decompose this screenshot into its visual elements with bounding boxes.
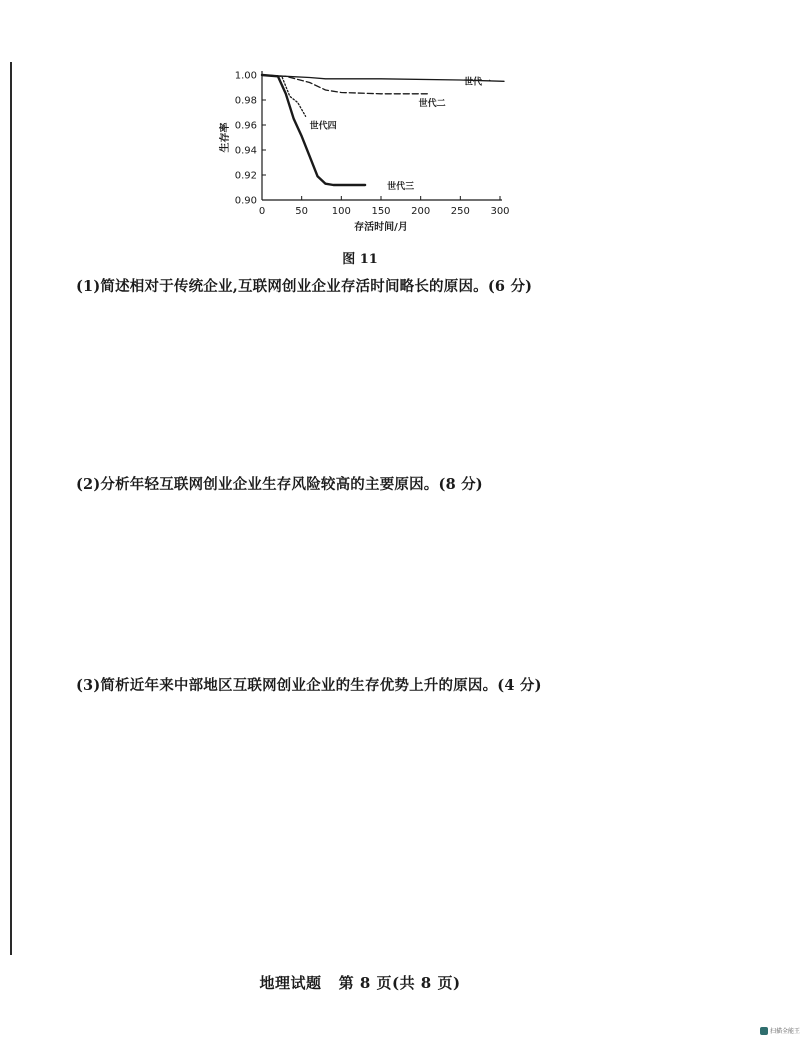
y-axis-title: 生存率 [220, 122, 231, 153]
series-label-2: 世代二 [418, 98, 446, 109]
x-tick-label: 250 [450, 206, 470, 217]
figure-caption: 图 11 [342, 252, 378, 267]
watermark-text: 扫描全能王 [770, 1028, 800, 1035]
scanner-logo-icon [760, 1027, 768, 1035]
question-2: (2)分析年轻互联网创业企业生存风险较高的主要原因。(8 分) [76, 476, 483, 493]
y-tick-label: 0.90 [234, 195, 257, 207]
question-3: (3)简析近年来中部地区互联网创业企业的生存优势上升的原因。(4 分) [76, 677, 542, 694]
x-tick-label: 200 [411, 206, 431, 217]
y-tick-label: 1.00 [234, 70, 257, 82]
x-tick-label: 50 [295, 206, 309, 217]
series-label-1: 世代一 [463, 77, 491, 88]
y-tick-label: 0.92 [234, 170, 257, 182]
x-axis-title: 存活时间/月 [354, 222, 408, 233]
scanner-watermark [760, 1026, 798, 1038]
y-tick-label: 0.98 [234, 95, 257, 107]
x-tick-label: 150 [371, 206, 391, 217]
x-tick-label: 300 [490, 206, 510, 217]
y-tick-label: 0.94 [234, 145, 257, 157]
series-label-3: 世代三 [387, 182, 415, 192]
series-label-4: 世代四 [309, 121, 337, 132]
x-tick-label: 0 [258, 206, 266, 217]
binding-margin-line [10, 62, 12, 955]
question-1: (1)简述相对于传统企业,互联网创业企业存活时间略长的原因。(6 分) [76, 278, 533, 295]
page-footer: 地理试题 第 8 页(共 8 页) [259, 974, 461, 992]
series-line-4 [262, 75, 306, 116]
survival-rate-chart [210, 60, 530, 240]
y-tick-label: 0.96 [234, 120, 257, 132]
x-tick-label: 100 [331, 206, 351, 217]
